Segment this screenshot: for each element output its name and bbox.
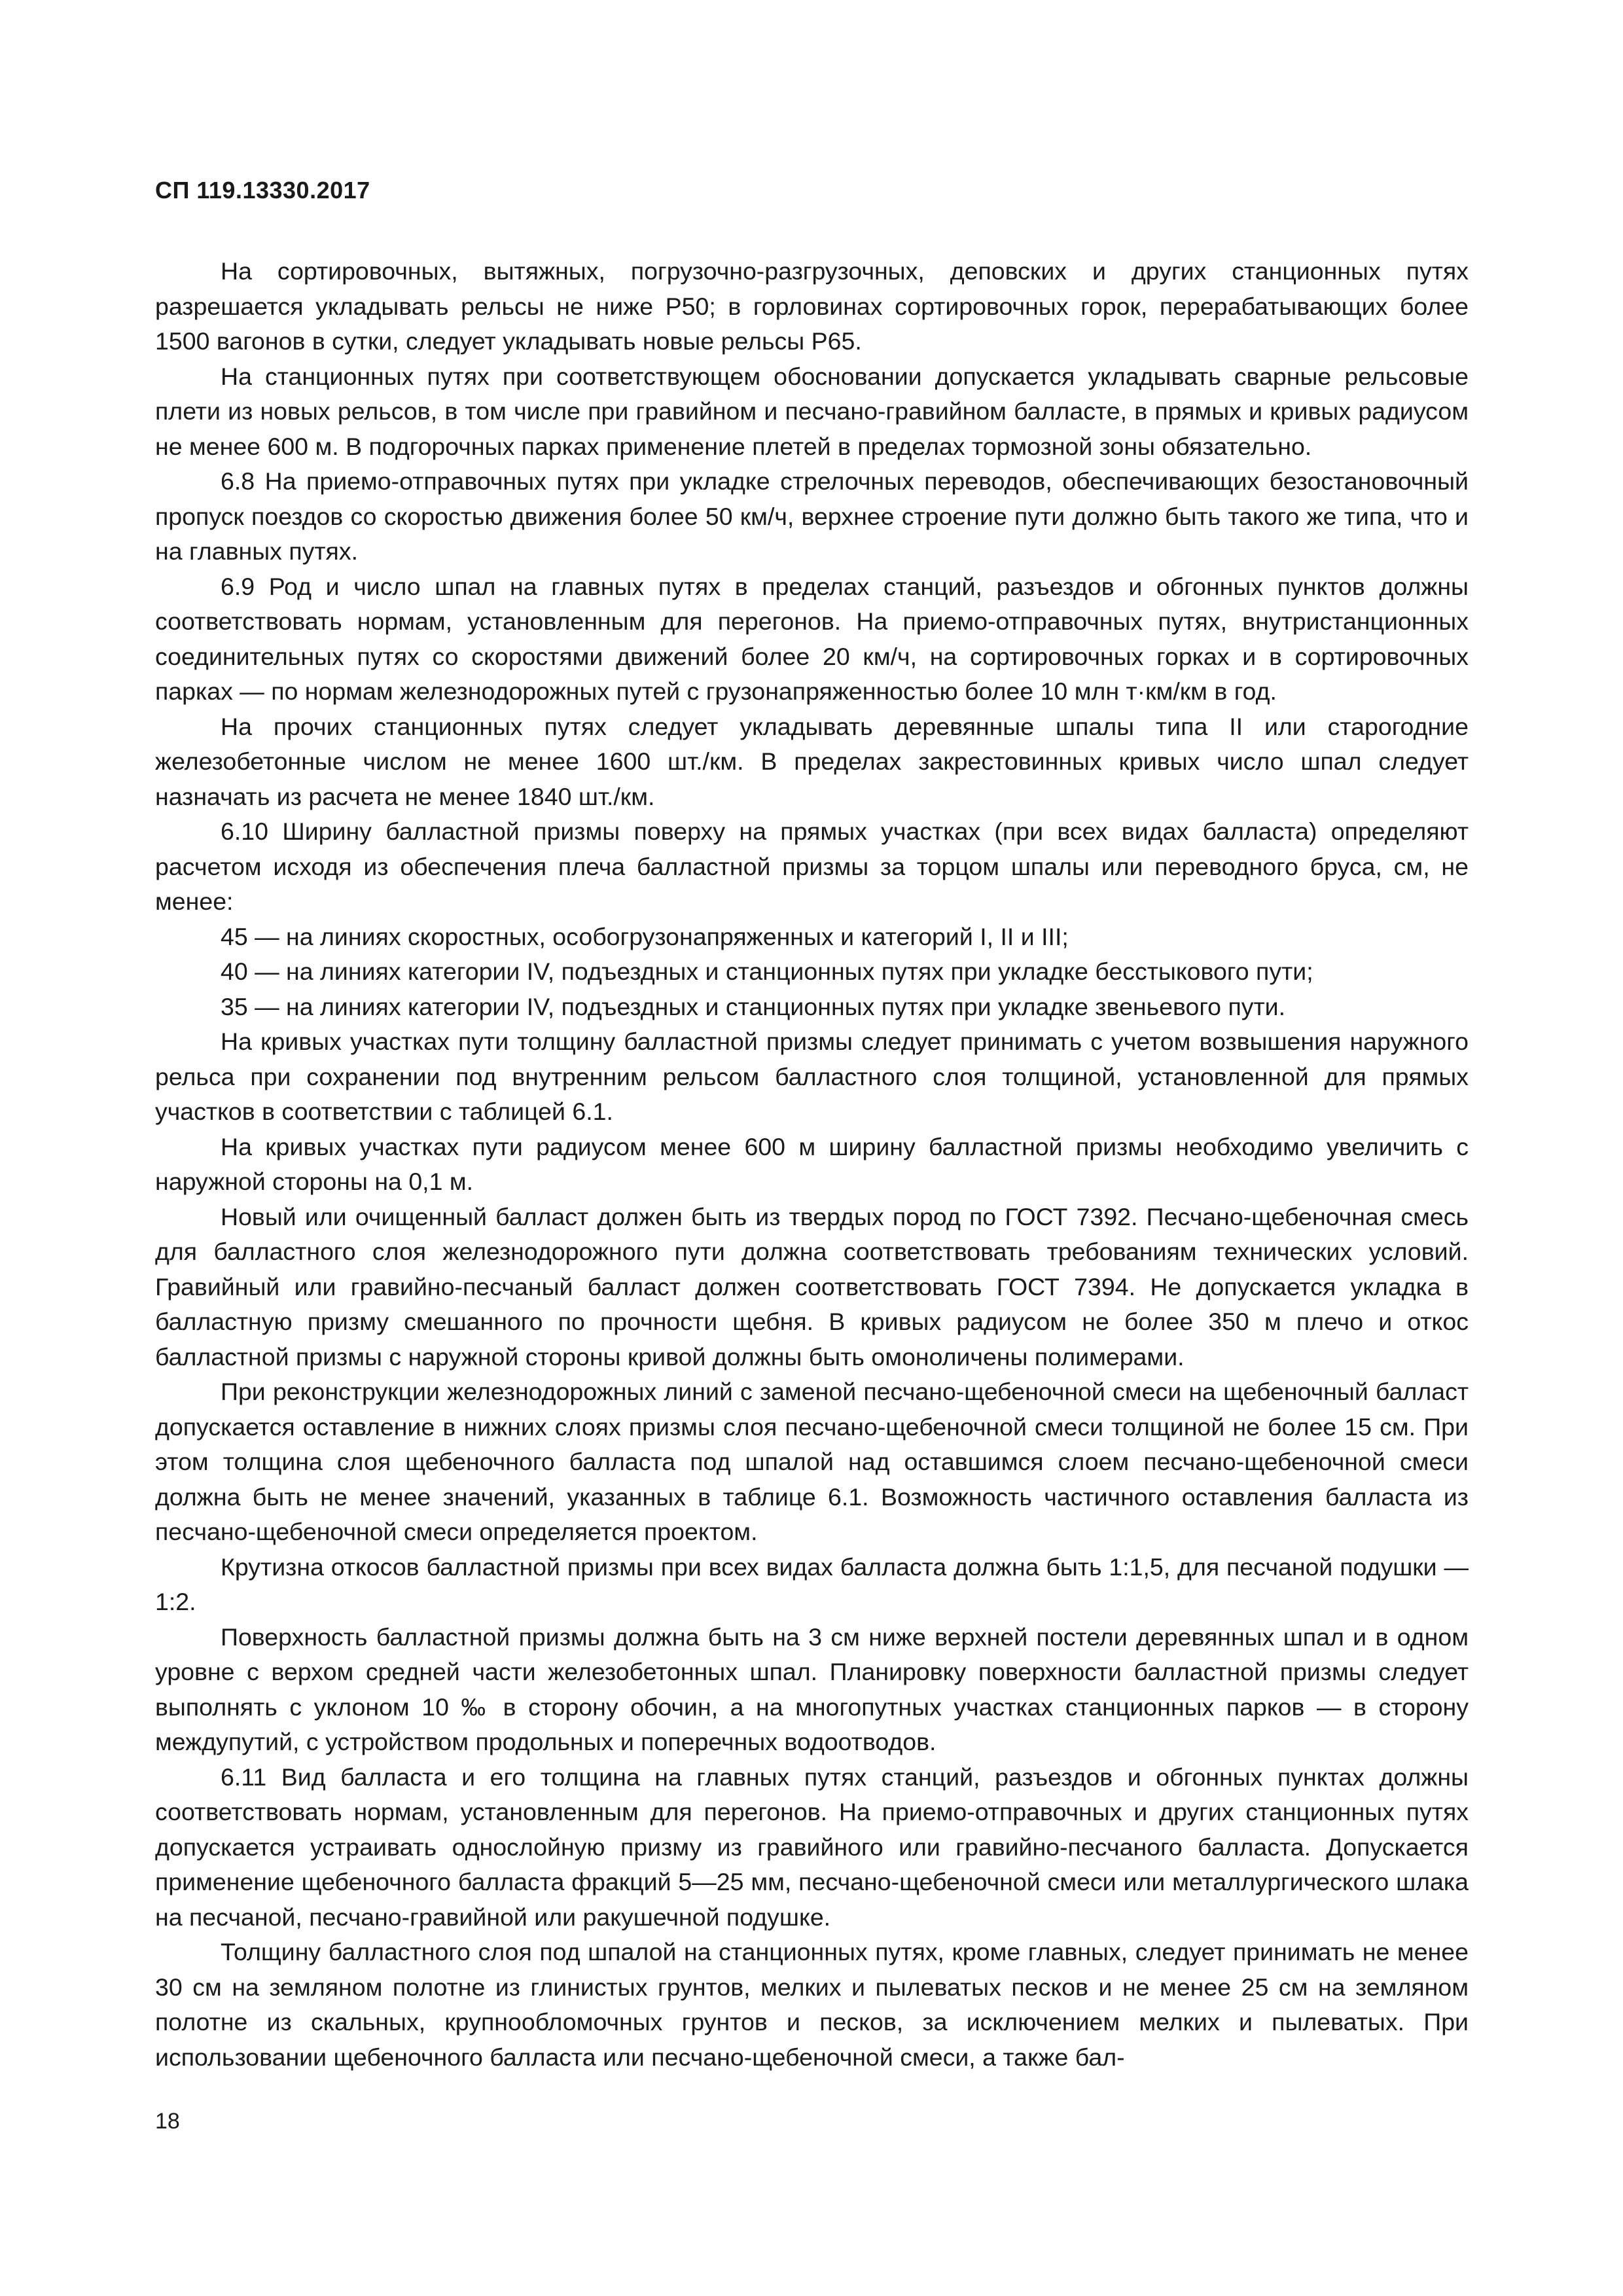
paragraph-clause-6-8: 6.8 На приемо-отправочных путях при укладке стрелочных переводов, обеспечивающих безостановочный пропуск поездов со скоростью движения более 50 км/ч, верхнее строение пути должно быть такого же типа, что и на главных путях. [155, 467, 1469, 565]
paragraph: На сортировочных, вытяжных, погрузочно-разгрузочных, деповских и других станционных путях разрешается укладывать рельсы не ниже Р50; в горловинах сортировочных горок, перерабатывающих более 1500 вагонов в сутки, следует укладывать новые рельсы Р65. [155, 257, 1469, 355]
paragraph-clause-6-10: 6.10 Ширину балластной призмы поверху на прямых участках (при всех видах балласта) определяют расчетом исходя из обеспечения плеча балластной призмы за торцом шпалы или переводного бруса, см, не менее: [155, 817, 1469, 915]
list-item: 40 — на линиях категории IV, подъездных и станционных путях при укладке бесстыкового пути; [221, 958, 1313, 985]
paragraph: На прочих станционных путях следует укладывать деревянные шпалы типа II или старогодние железобетонные числом не менее 1600 шт./км. В пределах закрестовинных кривых число шпал следует назначать из расчета не менее 1840 шт./км. [155, 712, 1469, 810]
paragraph: Поверхность балластной призмы должна быть на 3 см ниже верхней постели деревянных шпал и в одном уровне с верхом средней части железобетонных шпал. Планировку поверхности балластной призмы следует выполнять с уклоном 10 ‰ в сторону обочин, а на многопутных участках станционных парков — в сторону междупутий, с устройством продольных и поперечных водоотводов. [155, 1623, 1469, 1755]
paragraph: На кривых участках пути радиусом менее 600 м ширину балластной призмы необходимо увеличить с наружной стороны на 0,1 м. [155, 1132, 1469, 1195]
document-code-header: СП 119.13330.2017 [155, 177, 370, 204]
document-body [155, 254, 1469, 2075]
paragraph-clause-6-11: 6.11 Вид балласта и его толщина на главных путях станций, разъездов и обгонных пунктах должны соответствовать нормам, установленным для перегонов. На приемо-отправочных и других станционных путях допускается устраивать однослойную призму из гравийного или гравийно-песчаного балласта. Допускается применение щебеночного балласта фракций 5—25 мм, песчано-щебеночной смеси или металлургического шлака на песчаной, песчано-гравийной или ракушечной подушке. [155, 1763, 1469, 1931]
paragraph: Новый или очищенный балласт должен быть из твердых пород по ГОСТ 7392. Песчано-щебеночная смесь для балластного слоя железнодорожного пути должна соответствовать требованиям технических условий. Гравийный или гравийно-песчаный балласт должен соответствовать ГОСТ 7394. Не допускается укладка в балластную призму смешанного по прочности щебня. В кривых радиусом не более 350 м плечо и откос балластной призмы с наружной стороны кривой должны быть омоноличены полимерами. [155, 1202, 1469, 1371]
list-item: 35 — на линиях категории IV, подъездных и станционных путях при укладке звеньевого пути. [221, 992, 1286, 1020]
paragraph-clause-6-9: 6.9 Род и число шпал на главных путях в пределах станций, разъездов и обгонных пунктов должны соответствовать нормам, установленным для перегонов. На приемо-отправочных путях, внутристанционных соединительных путях со скоростями движений более 20 км/ч, на сортировочных горках и в сортировочных парках — по нормам железнодорожных путей с грузонапряженностью более 10 млн т·км/км в год. [155, 572, 1469, 705]
paragraph: При реконструкции железнодорожных линий с заменой песчано-щебеночной смеси на щебеночный балласт допускается оставление в нижних слоях призмы слоя песчано-щебеночной смеси толщиной не более 15 см. При этом толщина слоя щебеночного балласта под шпалой над оставшимся слоем песчано-щебеночной смеси должна быть не менее значений, указанных в таблице 6.1. Возможность частичного оставления балласта из песчано-щебеночной смеси определяется проектом. [155, 1378, 1469, 1545]
paragraph: На станционных путях при соответствующем обосновании допускается укладывать сварные рельсовые плети из новых рельсов, в том числе при гравийном и песчано-гравийном балласте, в прямых и кривых радиусом не менее 600 м. В подгорочных парках применение плетей в пределах тормозной зоны обязательно. [155, 362, 1469, 460]
list-item: 45 — на линиях скоростных, особогрузонапряженных и категорий I, II и III; [221, 922, 1069, 950]
paragraph: На кривых участках пути толщину балластной призмы следует принимать с учетом возвышения наружного рельса при сохранении под внутренним рельсом балластного слоя толщиной, установленной для прямых участков в соответствии с таблицей 6.1. [155, 1028, 1469, 1125]
page-number: 18 [155, 2109, 180, 2134]
paragraph: Толщину балластного слоя под шпалой на станционных путях, кроме главных, следует принимать не менее 30 см на земляном полотне из глинистых грунтов, мелких и пылеватых песков и не менее 25 см на земляном полотне из скальных, крупнообломочных грунтов и песков, за исключением мелких и пылеватых. При использовании щебеночного балласта или песчано-щебеночной смеси, а также бал- [155, 1938, 1469, 2071]
paragraph: Крутизна откосов балластной призмы при всех видах балласта должна быть 1:1,5, для песчаной подушки — 1:2. [155, 1552, 1469, 1615]
